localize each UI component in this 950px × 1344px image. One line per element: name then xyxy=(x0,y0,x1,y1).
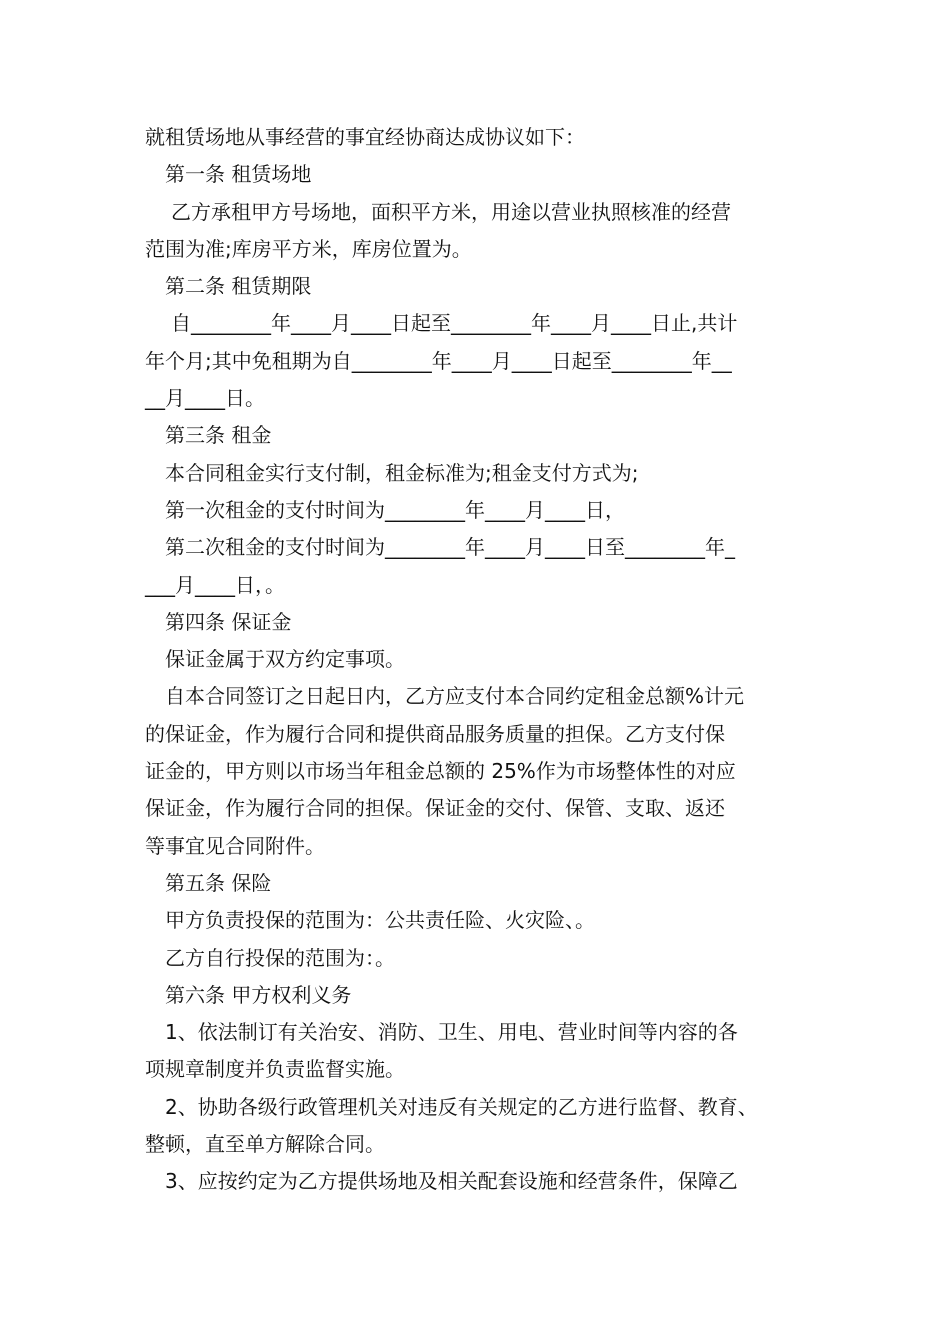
paragraph-line: 范围为准;库房平方米，库房位置为。 xyxy=(145,236,472,261)
paragraph-line: 甲方负责投保的范围为：公共责任险、火灾险、。 xyxy=(165,908,595,933)
paragraph-line: 1、依法制订有关治安、消防、卫生、用电、营业时间等内容的各 xyxy=(165,1020,738,1045)
paragraph-line: 证金的，甲方则以市场当年租金总额的 25%作为市场整体性的对应 xyxy=(145,759,736,784)
article-2-heading: 第二条 租赁期限 xyxy=(165,274,312,299)
document-body xyxy=(145,119,825,1201)
paragraph-line: 乙方承租甲方号场地，面积平方米，用途以营业执照核准的经营 xyxy=(171,199,731,224)
paragraph-line: __月____日。 xyxy=(145,386,265,411)
paragraph-line: 3、应按约定为乙方提供场地及相关配套设施和经营条件，保障乙 xyxy=(165,1169,738,1194)
paragraph-line: 本合同租金实行支付制，租金标准为;租金支付方式为; xyxy=(165,460,639,485)
paragraph-line: 等事宜见合同附件。 xyxy=(145,833,325,858)
article-6-heading: 第六条 甲方权利义务 xyxy=(165,982,352,1007)
paragraph-line: 保证金属于双方约定事项。 xyxy=(165,647,405,672)
article-3-heading: 第三条 租金 xyxy=(165,423,272,448)
paragraph-line: 项规章制度并负责监督实施。 xyxy=(145,1057,405,1082)
paragraph-line: 第一次租金的支付时间为________年____月____日， xyxy=(165,497,625,522)
paragraph-line: 年个月;其中免租期为自________年____月____日起至________年__ xyxy=(145,348,732,373)
article-5-heading: 第五条 保险 xyxy=(165,870,272,895)
paragraph-line: 保证金，作为履行合同的担保。保证金的交付、保管、支取、返还 xyxy=(145,796,725,821)
paragraph-line: 自________年____月____日起至________年____月____日止,共计 xyxy=(171,311,738,336)
article-4-heading: 第四条 保证金 xyxy=(165,609,292,634)
paragraph-line: ___月____日，。 xyxy=(145,572,285,597)
paragraph-line: 第二次租金的支付时间为________年____月____日至________年_ xyxy=(165,535,735,560)
paragraph-line: 2、协助各级行政管理机关对违反有关规定的乙方进行监督、教育、 xyxy=(165,1094,758,1119)
paragraph-line: 乙方自行投保的范围为：。 xyxy=(165,945,395,970)
paragraph-line: 整顿，直至单方解除合同。 xyxy=(145,1132,385,1157)
paragraph-line: 的保证金，作为履行合同和提供商品服务质量的担保。乙方支付保 xyxy=(145,721,725,746)
paragraph-line: 自本合同签订之日起日内，乙方应支付本合同约定租金总额%计元 xyxy=(165,684,745,709)
paragraph-line: 就租赁场地从事经营的事宜经协商达成协议如下： xyxy=(145,125,585,149)
article-1-heading: 第一条 租赁场地 xyxy=(165,162,312,187)
